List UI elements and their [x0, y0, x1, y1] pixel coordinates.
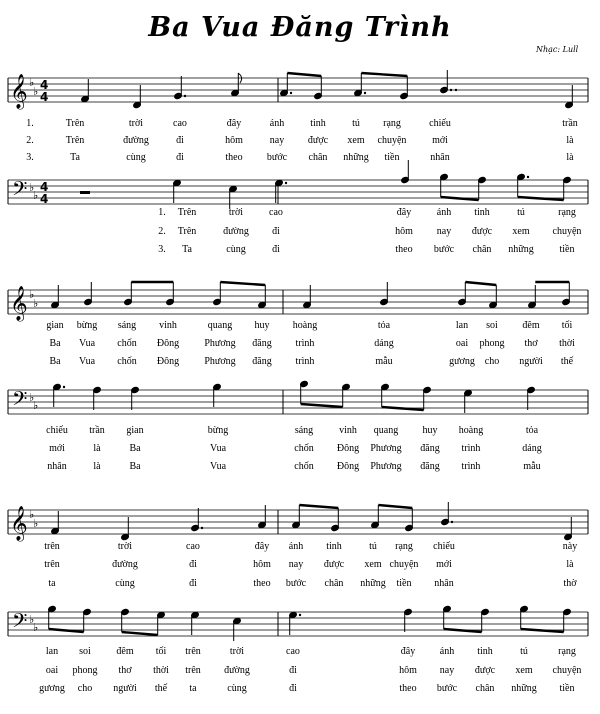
lyric-syllable: Đông: [156, 356, 180, 367]
lyric-syllable: tú: [369, 541, 377, 552]
lyric-syllable: gương: [39, 683, 65, 694]
lyric-syllable: tiền: [559, 683, 575, 694]
lyric-syllable: trời: [228, 207, 244, 218]
lyric-syllable: là: [566, 559, 574, 570]
treble-clef-icon: 𝄞: [10, 286, 28, 321]
lyric-syllable: trời: [128, 118, 144, 129]
lyric-syllable: 1.: [158, 207, 166, 218]
lyric-syllable: dáng: [522, 443, 542, 454]
lyric-syllable: gương: [449, 356, 475, 367]
lyric-syllable: cao: [173, 118, 187, 129]
lyric-syllable: hôm: [225, 135, 243, 146]
lyric-syllable: đi: [289, 665, 297, 676]
lyric-syllable: đăng: [420, 443, 440, 454]
treble-clef-icon: 𝄞: [10, 506, 28, 541]
lyric-syllable: theo: [225, 152, 243, 163]
dot: [451, 521, 453, 523]
lyric-syllable: Trên: [177, 226, 197, 237]
beam: [378, 505, 412, 508]
treble-clef-icon: 𝄞: [10, 74, 28, 109]
dot: [364, 92, 366, 94]
time-signature-top: 4: [40, 180, 49, 194]
lyric-syllable: Trên: [65, 118, 85, 129]
lyric-syllable: xem: [515, 665, 533, 676]
lyric-syllable: Đông: [336, 443, 360, 454]
lyric-syllable: là: [566, 135, 574, 146]
lyric-syllable: những: [343, 152, 369, 163]
lyric-syllable: thế: [560, 356, 574, 367]
lyric-syllable: cao: [186, 541, 200, 552]
lyric-syllable: là: [566, 152, 574, 163]
lyric-syllable: tinh: [310, 118, 326, 129]
dot: [450, 89, 452, 91]
lyric-syllable: trần: [89, 425, 105, 436]
lyric-syllable: rạng: [395, 541, 413, 552]
lyric-syllable: đêm: [116, 646, 134, 657]
lyric-syllable: này: [562, 541, 578, 552]
lyric-syllable: trình: [461, 443, 481, 454]
lyric-syllable: trên: [185, 665, 201, 676]
lyric-syllable: Vua: [78, 356, 96, 367]
lyric-syllable: hôm: [253, 559, 271, 570]
beam: [382, 407, 424, 410]
dot: [527, 176, 529, 178]
lyric-syllable: thời: [153, 665, 169, 676]
lyric-syllable: tỏa: [525, 425, 539, 436]
lyric-syllable: 1.: [26, 118, 34, 129]
lyric-syllable: cao: [269, 207, 283, 218]
lyric-syllable: tú: [520, 646, 528, 657]
lyric-syllable: tú: [517, 207, 525, 218]
flat-sign: ♭: [29, 391, 35, 404]
lyric-syllable: đi: [189, 559, 197, 570]
lyric-syllable: trình: [295, 356, 315, 367]
lyric-syllable: Phương: [204, 338, 236, 349]
lyric-syllable: nhân: [430, 152, 450, 163]
lyric-syllable: bừng: [76, 320, 98, 331]
beam: [465, 282, 496, 285]
lyric-syllable: trên: [185, 646, 201, 657]
lyric-syllable: chân: [308, 152, 328, 163]
lyric-syllable: tỏa: [377, 320, 391, 331]
lyric-syllable: trên: [44, 541, 60, 552]
lyric-syllable: mới: [49, 443, 65, 454]
lyric-syllable: là: [93, 461, 101, 472]
dot: [299, 614, 301, 616]
song-title: Ba Vua Đăng Trình: [148, 12, 452, 43]
lyric-syllable: chân: [475, 683, 495, 694]
beam: [220, 282, 265, 285]
lyric-syllable: đây: [400, 646, 416, 657]
lyric-syllable: lan: [455, 320, 469, 331]
half-rest: [80, 191, 90, 194]
lyric-syllable: đi: [272, 244, 280, 255]
lyric-syllable: 3.: [26, 152, 34, 163]
lyric-syllable: hôm: [399, 665, 417, 676]
time-signature-bottom: 4: [40, 90, 49, 104]
lyric-syllable: mới: [432, 135, 448, 146]
flat-sign: ♭: [33, 85, 39, 98]
lyric-syllable: người: [113, 683, 137, 694]
lyric-syllable: những: [511, 683, 537, 694]
lyric-syllable: Ta: [182, 244, 192, 255]
flat-sign: ♭: [29, 181, 35, 194]
lyric-syllable: mẫu: [523, 461, 541, 472]
lyric-syllable: chốn: [117, 338, 137, 349]
beam: [361, 73, 407, 76]
flat-sign: ♭: [33, 517, 39, 530]
beam: [518, 197, 564, 200]
lyric-syllable: lan: [45, 646, 59, 657]
bass-clef-icon: 𝄢: [12, 609, 28, 637]
beam: [287, 73, 321, 76]
lyric-syllable: tối: [561, 320, 573, 331]
lyric-syllable: Ba: [129, 461, 141, 472]
lyric-syllable: thời: [559, 338, 575, 349]
lyric-syllable: trình: [461, 461, 481, 472]
lyric-syllable: cao: [286, 646, 300, 657]
lyric-syllable: tiền: [396, 578, 412, 589]
flat-sign: ♭: [29, 508, 35, 521]
lyric-syllable: đăng: [420, 461, 440, 472]
lyric-syllable: Ta: [70, 152, 80, 163]
lyric-syllable: đây: [254, 541, 270, 552]
lyric-syllable: bước: [266, 152, 288, 163]
lyric-syllable: sáng: [294, 425, 314, 436]
lyric-syllable: oai: [455, 338, 469, 349]
lyric-syllable: xem: [347, 135, 365, 146]
lyric-syllable: đêm: [522, 320, 540, 331]
lyric-syllable: nay: [269, 135, 285, 146]
lyric-syllable: thế: [154, 683, 168, 694]
lyric-syllable: bừng: [207, 425, 229, 436]
lyric-syllable: Phương: [370, 443, 402, 454]
lyric-syllable: tối: [155, 646, 167, 657]
lyric-syllable: được: [307, 135, 329, 146]
lyric-syllable: 2.: [158, 226, 166, 237]
lyric-syllable: rạng: [383, 118, 401, 129]
lyric-syllable: Vua: [209, 461, 227, 472]
lyric-syllable: được: [323, 559, 345, 570]
dot: [201, 527, 203, 529]
lyric-syllable: đăng: [252, 338, 272, 349]
lyric-syllable: ánh: [439, 646, 455, 657]
lyric-syllable: hoàng: [458, 425, 484, 436]
lyric-syllable: đi: [176, 135, 184, 146]
lyric-syllable: trình: [295, 338, 315, 349]
lyric-syllable: tiền: [559, 244, 575, 255]
lyric-syllable: vinh: [159, 320, 177, 331]
lyric-syllable: nhân: [434, 578, 454, 589]
lyric-syllable: Ba: [49, 338, 61, 349]
lyric-syllable: tinh: [474, 207, 490, 218]
flat-sign: ♭: [29, 288, 35, 301]
lyric-syllable: theo: [399, 683, 417, 694]
lyric-syllable: gian: [46, 320, 64, 331]
time-signature-top: 4: [40, 78, 49, 92]
lyric-syllable: Vua: [209, 443, 227, 454]
lyric-syllable: trần: [562, 118, 578, 129]
lyric-syllable: 3.: [158, 244, 166, 255]
flat-sign: ♭: [33, 621, 39, 634]
lyric-syllable: cùng: [126, 152, 146, 163]
lyric-syllable: mới: [436, 559, 452, 570]
lyric-syllable: tiền: [384, 152, 400, 163]
lyric-syllable: chốn: [294, 461, 314, 472]
lyric-syllable: bước: [285, 578, 307, 589]
lyric-syllable: quang: [373, 425, 399, 436]
lyric-syllable: ta: [48, 578, 56, 589]
beam: [122, 632, 158, 635]
lyric-syllable: cùng: [115, 578, 135, 589]
lyric-syllable: hôm: [395, 226, 413, 237]
lyric-syllable: chiếu: [46, 425, 68, 436]
lyric-syllable: chiếu: [429, 118, 451, 129]
lyric-syllable: Vua: [78, 338, 96, 349]
lyric-syllable: thờ: [563, 578, 577, 589]
lyric-syllable: nay: [439, 665, 455, 676]
bass-clef-icon: 𝄢: [12, 387, 28, 415]
beam: [521, 629, 564, 632]
lyric-syllable: trời: [117, 541, 133, 552]
lyric-syllable: rạng: [558, 207, 576, 218]
flat-sign: ♭: [33, 297, 39, 310]
lyric-syllable: chốn: [117, 356, 137, 367]
flat-sign: ♭: [33, 189, 39, 202]
lyric-syllable: đây: [226, 118, 242, 129]
beam: [301, 404, 343, 407]
lyric-syllable: chân: [324, 578, 344, 589]
lyric-syllable: huy: [254, 320, 270, 331]
lyric-syllable: bước: [433, 244, 455, 255]
dot: [184, 95, 186, 97]
lyric-syllable: Ba: [49, 356, 61, 367]
lyric-syllable: Ba: [129, 443, 141, 454]
lyric-syllable: gian: [126, 425, 144, 436]
lyric-syllable: cùng: [226, 244, 246, 255]
lyric-syllable: chuyện: [377, 135, 407, 146]
lyric-syllable: trên: [44, 559, 60, 570]
lyric-syllable: chiếu: [433, 541, 455, 552]
lyric-syllable: 2.: [26, 135, 34, 146]
bass-clef-icon: 𝄢: [12, 177, 28, 205]
lyric-syllable: phong: [479, 338, 505, 349]
lyric-syllable: những: [360, 578, 386, 589]
lyric-syllable: xem: [364, 559, 382, 570]
lyric-syllable: trời: [229, 646, 245, 657]
lyric-syllable: đăng: [252, 356, 272, 367]
lyric-syllable: Phương: [204, 356, 236, 367]
lyric-syllable: đi: [289, 683, 297, 694]
lyric-syllable: chuyện: [552, 226, 582, 237]
beam: [49, 629, 84, 632]
lyric-syllable: đường: [123, 135, 149, 146]
lyric-syllable: đi: [189, 578, 197, 589]
lyric-syllable: xem: [512, 226, 530, 237]
beam: [299, 505, 338, 508]
lyric-syllable: cho: [484, 356, 500, 367]
lyric-syllable: Đông: [336, 461, 360, 472]
lyric-syllable: Đông: [156, 338, 180, 349]
lyric-syllable: nhân: [47, 461, 67, 472]
beam: [444, 629, 482, 632]
dot: [455, 89, 457, 91]
lyric-syllable: là: [93, 443, 101, 454]
lyric-syllable: Trên: [65, 135, 85, 146]
lyric-syllable: ánh: [288, 541, 304, 552]
lyric-syllable: cùng: [227, 683, 247, 694]
lyric-syllable: nay: [436, 226, 452, 237]
dot: [285, 182, 287, 184]
lyric-syllable: thơ: [524, 338, 538, 349]
lyric-syllable: Phương: [370, 461, 402, 472]
lyric-syllable: tú: [352, 118, 360, 129]
lyric-syllable: huy: [422, 425, 438, 436]
lyric-syllable: chốn: [294, 443, 314, 454]
lyric-syllable: ánh: [436, 207, 452, 218]
lyric-syllable: chuyện: [389, 559, 419, 570]
lyric-syllable: đây: [396, 207, 412, 218]
lyric-syllable: người: [519, 356, 543, 367]
lyric-syllable: đường: [224, 665, 250, 676]
flat-sign: ♭: [29, 613, 35, 626]
lyric-syllable: hoàng: [292, 320, 318, 331]
lyric-syllable: những: [508, 244, 534, 255]
lyric-syllable: tinh: [326, 541, 342, 552]
composer-credit: Nhạc: Lull: [536, 45, 579, 54]
lyric-syllable: bước: [436, 683, 458, 694]
lyric-syllable: ánh: [269, 118, 285, 129]
lyric-syllable: theo: [253, 578, 271, 589]
lyric-syllable: vinh: [339, 425, 357, 436]
lyric-syllable: dáng: [374, 338, 394, 349]
lyric-syllable: ta: [189, 683, 197, 694]
lyric-syllable: theo: [395, 244, 413, 255]
lyric-syllable: cho: [77, 683, 93, 694]
flat-sign: ♭: [33, 399, 39, 412]
lyric-syllable: được: [474, 665, 496, 676]
lyric-syllable: đường: [223, 226, 249, 237]
lyric-syllable: tinh: [477, 646, 493, 657]
lyric-syllable: chuyện: [552, 665, 582, 676]
lyric-syllable: đường: [112, 559, 138, 570]
lyric-syllable: chân: [472, 244, 492, 255]
lyric-syllable: đi: [272, 226, 280, 237]
dot: [63, 386, 65, 388]
flat-sign: ♭: [29, 76, 35, 89]
lyric-syllable: phong: [72, 665, 98, 676]
lyric-syllable: nay: [288, 559, 304, 570]
lyric-syllable: quang: [207, 320, 233, 331]
time-signature-bottom: 4: [40, 192, 49, 206]
lyric-syllable: soi: [486, 320, 498, 331]
lyric-syllable: thơ: [118, 665, 132, 676]
lyric-syllable: oai: [45, 665, 59, 676]
lyric-syllable: đi: [176, 152, 184, 163]
lyric-syllable: rạng: [558, 646, 576, 657]
lyric-syllable: mẫu: [375, 356, 393, 367]
lyric-syllable: soi: [79, 646, 91, 657]
lyric-syllable: Trên: [177, 207, 197, 218]
beam: [441, 197, 479, 200]
lyric-syllable: sáng: [117, 320, 137, 331]
dot: [290, 92, 292, 94]
lyric-syllable: được: [471, 226, 493, 237]
